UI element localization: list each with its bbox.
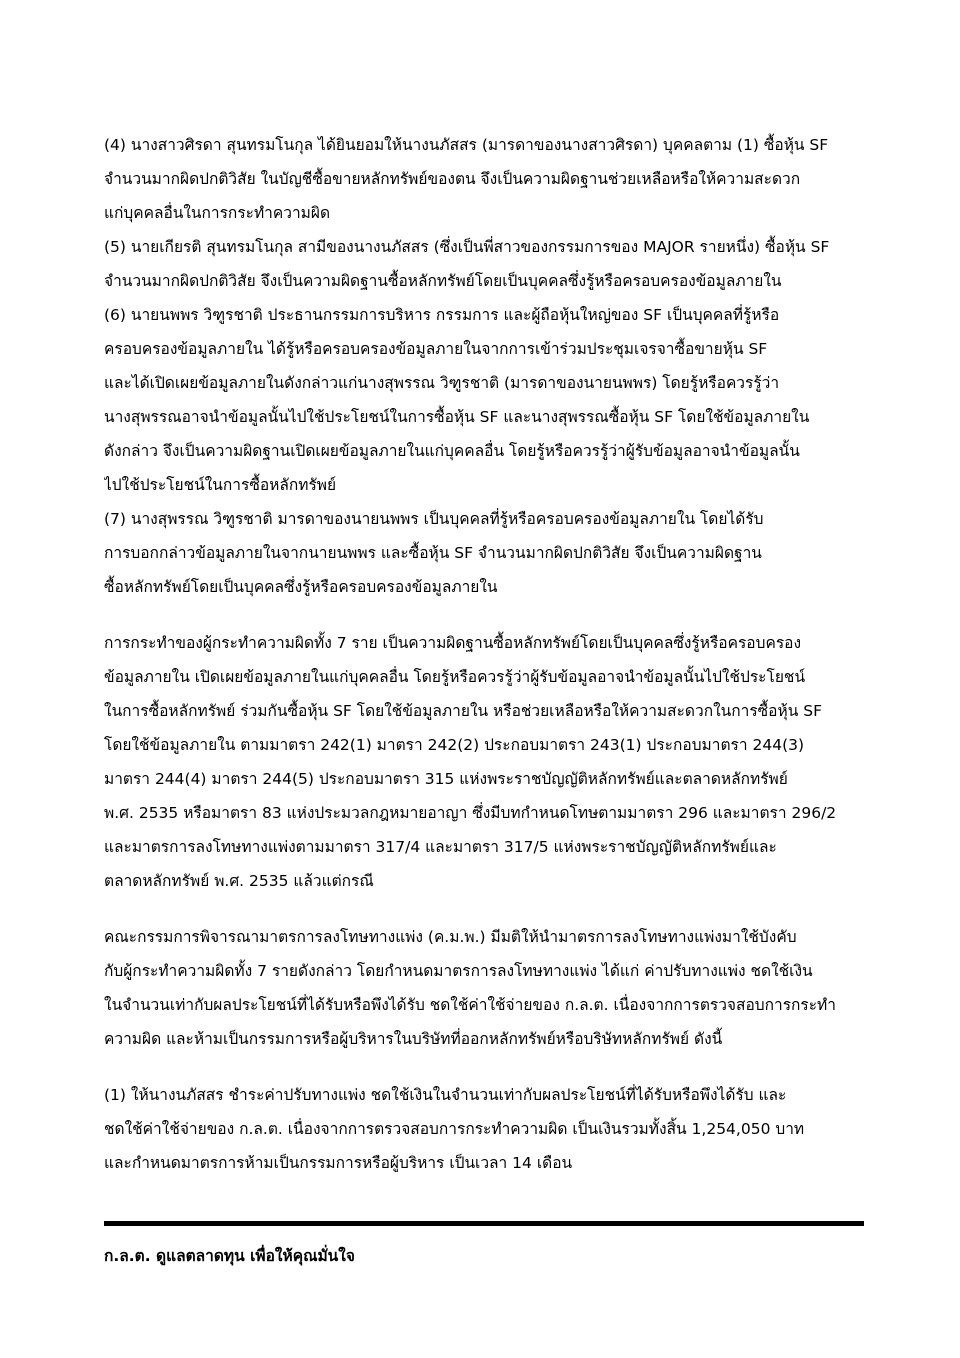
paragraph-committee-resolution xyxy=(104,920,864,1056)
text-line: นางสุพรรณอาจนำข้อมูลนั้นไปใช้ประโยชน์ในการซื้อหุ้น SF และนางสุพรรณซื้อหุ้น SF โดยใช้ข้อมูลภายใน xyxy=(104,408,810,426)
text-line: กับผู้กระทำความผิดทั้ง 7 รายดังกล่าว โดยกำหนดมาตรการลงโทษทางแพ่ง ได้แก่ ค่าปรับทางแพ่ง ชดใช้เงิน xyxy=(104,962,813,980)
paragraph-legal-basis xyxy=(104,626,864,898)
text-line: และมาตรการลงโทษทางแพ่งตามมาตรา 317/4 และมาตรา 317/5 แห่งพระราชบัญญัติหลักทรัพย์และ xyxy=(104,838,777,856)
text-line: (7) นางสุพรรณ วิฑูรชาติ มารดาของนายนพพร เป็นบุคคลที่รู้หรือครอบครองข้อมูลภายใน โดยได้รับ xyxy=(104,510,764,528)
paragraph-spacer xyxy=(104,604,864,626)
footer-divider xyxy=(104,1221,864,1226)
paragraph-spacer xyxy=(104,898,864,920)
paragraph-penalty-1 xyxy=(104,1078,864,1180)
paragraph-spacer xyxy=(104,1056,864,1078)
text-line: ในจำนวนเท่ากับผลประโยชน์ที่ได้รับหรือพึงได้รับ ชดใช้ค่าใช้จ่ายของ ก.ล.ต. เนื่องจากการตรวจสอบการกระทำ xyxy=(104,996,836,1014)
text-line: แก่บุคคลอื่นในการกระทำความผิด xyxy=(104,204,331,222)
text-line: ครอบครองข้อมูลภายใน ได้รู้หรือครอบครองข้อมูลภายในจากการเข้าร่วมประชุมเจรจาซื้อขายหุ้น SF xyxy=(104,340,768,358)
text-line: โดยใช้ข้อมูลภายใน ตามมาตรา 242(1) มาตรา 242(2) ประกอบมาตรา 243(1) ประกอบมาตรา 244(3) xyxy=(104,736,805,754)
text-line: (5) นายเกียรติ สุนทรมโนกุล สามีของนางนภัสสร (ซึ่งเป็นพี่สาวของกรรมการของ MAJOR รายหนึ่ง) ซื้อหุ้น SF xyxy=(104,238,830,256)
text-line: จำนวนมากผิดปกติวิสัย ในบัญชีซื้อขายหลักทรัพย์ของตน จึงเป็นความผิดฐานช่วยเหลือหรือให้ความสะดวก xyxy=(104,170,801,188)
text-line: ชดใช้ค่าใช้จ่ายของ ก.ล.ต. เนื่องจากการตรวจสอบการกระทำความผิด เป็นเงินรวมทั้งสิ้น 1,254,050 บาท xyxy=(104,1120,805,1138)
text-line: ในการซื้อหลักทรัพย์ ร่วมกันซื้อหุ้น SF โดยใช้ข้อมูลภายใน หรือช่วยเหลือหรือให้ความสะดวกในการซื้อหุ้น SF xyxy=(104,702,822,720)
text-line: การกระทำของผู้กระทำความผิดทั้ง 7 ราย เป็นความผิดฐานซื้อหลักทรัพย์โดยเป็นบุคคลซึ่งรู้หรือครอบครอง xyxy=(104,634,802,652)
text-line: พ.ศ. 2535 หรือมาตรา 83 แห่งประมวลกฎหมายอาญา ซึ่งมีบทกำหนดโทษตามมาตรา 296 และมาตรา 296/2 xyxy=(104,804,837,822)
document-body xyxy=(104,128,864,1180)
text-line: จำนวนมากผิดปกติวิสัย จึงเป็นความผิดฐานซื้อหลักทรัพย์โดยเป็นบุคคลซึ่งรู้หรือครอบครองข้อมูลภายใน xyxy=(104,272,782,290)
text-line: ข้อมูลภายใน เปิดเผยข้อมูลภายในแก่บุคคลอื่น โดยรู้หรือควรรู้ว่าผู้รับข้อมูลอาจนำข้อมูลนั้นไปใช้ประโยชน์ xyxy=(104,668,806,686)
text-line: (4) นางสาวศิรดา สุนทรมโนกุล ได้ยินยอมให้นางนภัสสร (มารดาของนางสาวศิรดา) บุคคลตาม (1) ซื้อหุ้น SF xyxy=(104,136,829,154)
text-line: (1) ให้นางนภัสสร ชำระค่าปรับทางแพ่ง ชดใช้เงินในจำนวนเท่ากับผลประโยชน์ที่ได้รับหรือพึงได้รับ และ xyxy=(104,1086,787,1104)
text-line: ดังกล่าว จึงเป็นความผิดฐานเปิดเผยข้อมูลภายในแก่บุคคลอื่น โดยรู้หรือควรรู้ว่าผู้รับข้อมูลอาจนำข้อมูลนั้น xyxy=(104,442,800,460)
paragraph-offenders-4-to-7 xyxy=(104,128,864,604)
text-line: ความผิด และห้ามเป็นกรรมการหรือผู้บริหารในบริษัทที่ออกหลักทรัพย์หรือบริษัทหลักทรัพย์ ดังนี้ xyxy=(104,1030,723,1048)
text-line: ไปใช้ประโยชน์ในการซื้อหลักทรัพย์ xyxy=(104,476,337,494)
footer-slogan: ก.ล.ต. ดูแลตลาดทุน เพื่อให้คุณมั่นใจ xyxy=(104,1247,355,1265)
text-line: ซื้อหลักทรัพย์โดยเป็นบุคคลซึ่งรู้หรือครอบครองข้อมูลภายใน xyxy=(104,578,498,596)
text-line: คณะกรรมการพิจารณามาตรการลงโทษทางแพ่ง (ค.ม.พ.) มีมติให้นำมาตรการลงโทษทางแพ่งมาใช้บังคับ xyxy=(104,928,797,946)
text-line: (6) นายนพพร วิฑูรชาติ ประธานกรรมการบริหาร กรรมการ และผู้ถือหุ้นใหญ่ของ SF เป็นบุคคลที่รู้หรือ xyxy=(104,306,780,324)
text-line: การบอกกล่าวข้อมูลภายในจากนายนพพร และซื้อหุ้น SF จำนวนมากผิดปกติวิสัย จึงเป็นความผิดฐาน xyxy=(104,544,762,562)
text-line: มาตรา 244(4) มาตรา 244(5) ประกอบมาตรา 315 แห่งพระราชบัญญัติหลักทรัพย์และตลาดหลักทรัพย์ xyxy=(104,770,788,788)
text-line: ตลาดหลักทรัพย์ พ.ศ. 2535 แล้วแต่กรณี xyxy=(104,872,374,890)
text-line: และได้เปิดเผยข้อมูลภายในดังกล่าวแก่นางสุพรรณ วิฑูรชาติ (มารดาของนายนพพร) โดยรู้หรือควรรู้ว่า xyxy=(104,374,780,392)
text-line: และกำหนดมาตรการห้ามเป็นกรรมการหรือผู้บริหาร เป็นเวลา 14 เดือน xyxy=(104,1154,573,1172)
